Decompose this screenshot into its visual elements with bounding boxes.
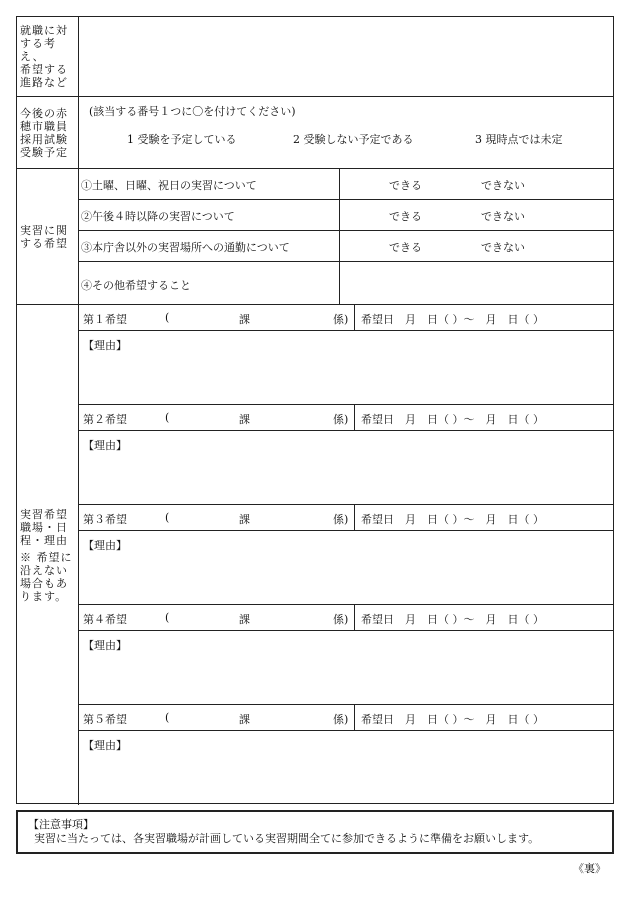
- department-paren: (: [165, 411, 170, 424]
- wish-header-row: [79, 505, 613, 531]
- department-kakari[interactable]: 係): [333, 513, 349, 526]
- wish-rank: 第２希望: [83, 413, 127, 426]
- department-paren: (: [165, 611, 170, 624]
- department-kakari[interactable]: 係): [333, 613, 349, 626]
- practice-row-1: [79, 169, 613, 200]
- wish-reason-row[interactable]: [79, 431, 613, 505]
- department-ka[interactable]: 課: [239, 513, 250, 526]
- wish-reason-row[interactable]: [79, 531, 613, 605]
- wish-header-row: [79, 605, 613, 631]
- reason-label: 【理由】: [83, 739, 127, 752]
- department-kakari[interactable]: 係): [333, 413, 349, 426]
- wish-reason-row[interactable]: [79, 331, 613, 405]
- wish-reason-row[interactable]: [79, 731, 613, 805]
- job-section-label: 就職に対 する考え、 希望する 進路など: [17, 17, 79, 96]
- practice-cannot-option[interactable]: できない: [481, 241, 525, 254]
- department-paren: (: [165, 311, 170, 324]
- notes-title: 【注意事項】: [28, 818, 94, 831]
- practice-item-text: ③本庁舎以外の実習場所への通勤について: [81, 241, 290, 254]
- practice-section-content: [79, 169, 613, 304]
- department-kakari[interactable]: 係): [333, 713, 349, 726]
- practice-item-text: ②午後４時以降の実習について: [81, 210, 235, 223]
- wish-date[interactable]: 希望日 月 日（ ）～ 月 日（ ）: [361, 713, 544, 726]
- practice-section-label: 実習に関 する希望: [17, 169, 79, 304]
- wish-date[interactable]: 希望日 月 日（ ）～ 月 日（ ）: [361, 413, 544, 426]
- practice-can-option[interactable]: できる: [389, 179, 422, 192]
- wish-date[interactable]: 希望日 月 日（ ）～ 月 日（ ）: [361, 513, 544, 526]
- wish-date[interactable]: 希望日 月 日（ ）～ 月 日（ ）: [361, 313, 544, 326]
- reason-label: 【理由】: [83, 539, 127, 552]
- notes-box: [16, 810, 614, 854]
- wish-header-row: [79, 305, 613, 331]
- exam-option-2[interactable]: 2 受験しない予定である: [293, 133, 414, 146]
- practice-cannot-option[interactable]: できない: [481, 179, 525, 192]
- exam-option-1[interactable]: 1 受験を予定している: [127, 133, 237, 146]
- reason-label: 【理由】: [83, 339, 127, 352]
- exam-section-content: [79, 97, 613, 168]
- practice-other-input[interactable]: [341, 262, 613, 305]
- wish-rank: 第５希望: [83, 713, 127, 726]
- practice-row-4: [79, 262, 613, 305]
- practice-can-option[interactable]: できる: [389, 241, 422, 254]
- wish-rank: 第１希望: [83, 313, 127, 326]
- wish-header-row: [79, 405, 613, 431]
- practice-row-2: [79, 200, 613, 231]
- department-kakari[interactable]: 係): [333, 313, 349, 326]
- application-form: [16, 16, 614, 804]
- practice-cannot-option[interactable]: できない: [481, 210, 525, 223]
- practice-item-text: ①土曜、日曜、祝日の実習について: [81, 179, 257, 192]
- wish-section: [17, 305, 613, 805]
- page-mark: 《裏》: [573, 862, 606, 875]
- wish-section-content: [79, 305, 613, 805]
- notes-body: 実習に当たっては、各実習職場が計画している実習期間全てに参加できるように準備をお願いします。: [34, 832, 540, 845]
- wish-section-label: 実習希望 職場・日 程・理由 ※ 希望に 沿えない 場合もあ ります。: [17, 305, 79, 805]
- exam-section-label: 今後の赤 穂市職員 採用試験 受験予定: [17, 97, 79, 168]
- job-section-input[interactable]: [79, 17, 613, 96]
- practice-section: [17, 169, 613, 305]
- reason-label: 【理由】: [83, 639, 127, 652]
- wish-header-row: [79, 705, 613, 731]
- department-paren: (: [165, 511, 170, 524]
- wish-date[interactable]: 希望日 月 日（ ）～ 月 日（ ）: [361, 613, 544, 626]
- department-ka[interactable]: 課: [239, 313, 250, 326]
- department-paren: (: [165, 711, 170, 724]
- wish-rank: 第４希望: [83, 613, 127, 626]
- practice-row-3: [79, 231, 613, 262]
- practice-item-text: ④その他希望すること: [81, 279, 191, 292]
- wish-rank: 第３希望: [83, 513, 127, 526]
- exam-instruction: (該当する番号１つに〇を付けてください): [89, 105, 296, 118]
- job-section: [17, 17, 613, 97]
- department-ka[interactable]: 課: [239, 613, 250, 626]
- wish-reason-row[interactable]: [79, 631, 613, 705]
- exam-section: [17, 97, 613, 169]
- department-ka[interactable]: 課: [239, 713, 250, 726]
- exam-option-3[interactable]: 3 現時点では未定: [475, 133, 563, 146]
- practice-can-option[interactable]: できる: [389, 210, 422, 223]
- reason-label: 【理由】: [83, 439, 127, 452]
- department-ka[interactable]: 課: [239, 413, 250, 426]
